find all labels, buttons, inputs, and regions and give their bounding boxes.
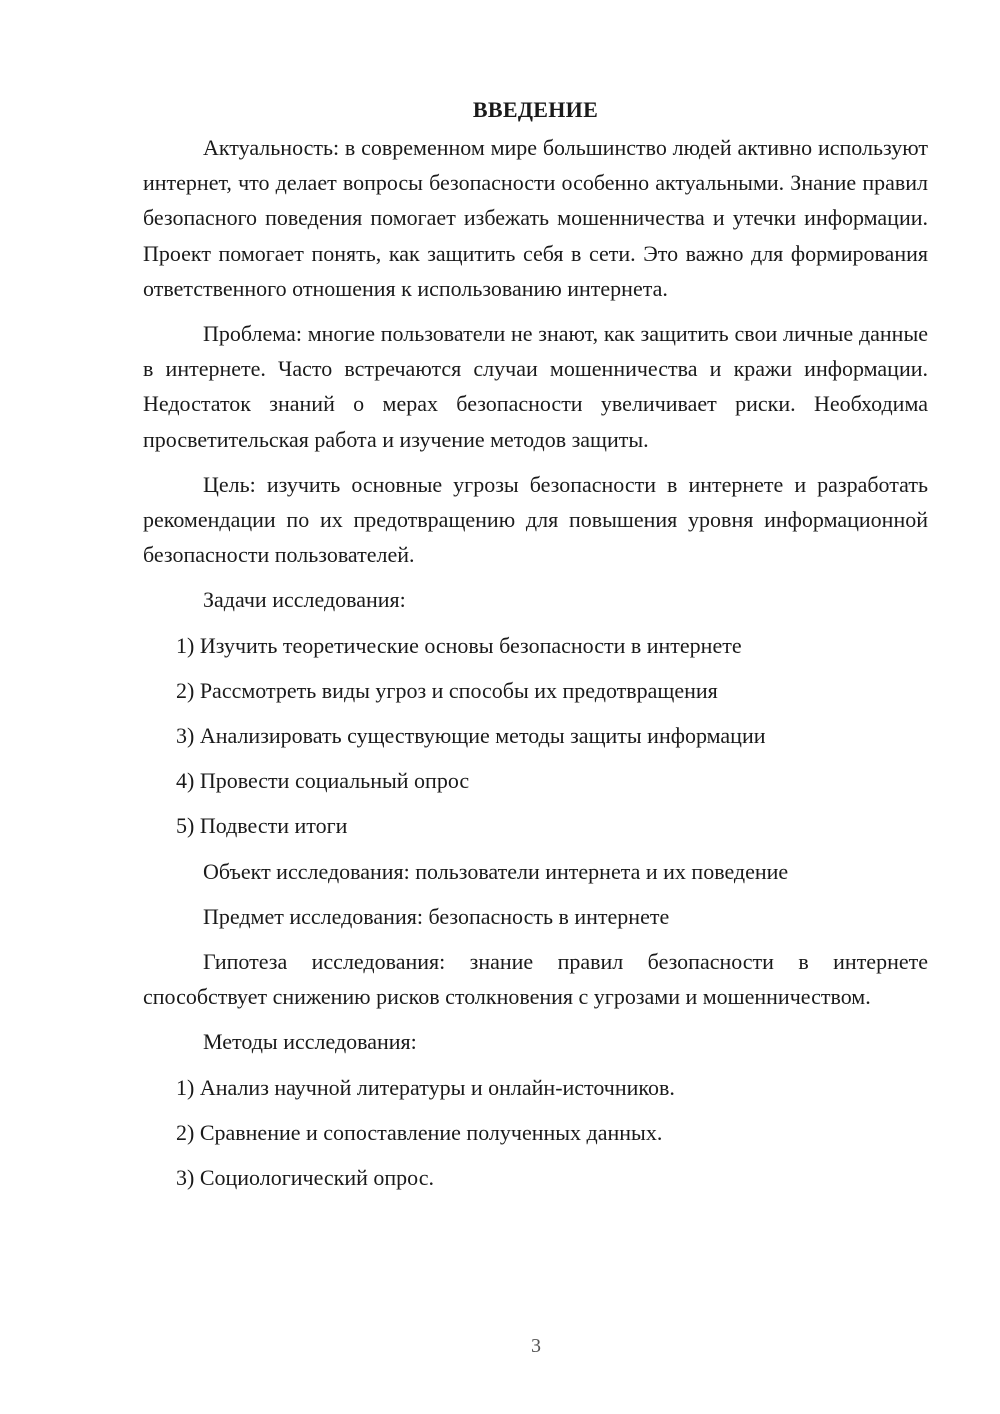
document-page — [143, 92, 928, 1205]
list-item: 1) Анализ научной литературы и онлайн-источников. — [176, 1074, 675, 1100]
list-item: 5) Подвести итоги — [176, 813, 348, 839]
list-item: 2) Сравнение и сопоставление полученных данных. — [176, 1119, 663, 1145]
methods-list — [143, 1070, 928, 1196]
hypothesis-paragraph: Гипотеза исследования: знание правил безопасности в интернете способствует снижению рисков столкновения с угрозами и мошенничеством. — [143, 949, 928, 1010]
tasks-heading: Задачи исследования: — [203, 587, 406, 613]
research-subject: Предмет исследования: безопасность в интернете — [203, 903, 670, 929]
goal-paragraph: Цель: изучить основные угрозы безопасности в интернете и разработать рекомендации по их предотвращению для повышения уровня информационной безопасности пользователей. — [143, 471, 928, 568]
list-item: 3) Анализировать существующие методы защиты информации — [176, 723, 766, 749]
tasks-list — [143, 628, 928, 844]
page-title: ВВЕДЕНИЕ — [472, 97, 599, 122]
list-item: 1) Изучить теоретические основы безопасности в интернете — [176, 632, 742, 658]
relevance-paragraph: Актуальность: в современном мире большинство людей активно используют интернет, что делает вопросы безопасности особенно актуальными. Знание правил безопасного поведения помогает избежать мошенничества и утечки информации. Проект помогает понять, как защитить себя в сети. Это важно для формирования ответственного отношения к использованию интернета. — [143, 135, 928, 301]
page-number: 3 — [531, 1335, 541, 1357]
list-item: 2) Рассмотреть виды угроз и способы их предотвращения — [176, 677, 718, 703]
problem-paragraph: Проблема: многие пользователи не знают, как защитить свои личные данные в интернете. Часто встречаются случаи мошенничества и кражи информации. Недостаток знаний о мерах безопасности увеличивает риски. Необходима просветительская работа и изучение методов защиты. — [143, 321, 928, 452]
list-item: 3) Социологический опрос. — [176, 1165, 434, 1191]
methods-heading: Методы исследования: — [203, 1029, 417, 1055]
list-item: 4) Провести социальный опрос — [176, 768, 470, 794]
research-object: Объект исследования: пользователи интернета и их поведение — [203, 858, 789, 884]
